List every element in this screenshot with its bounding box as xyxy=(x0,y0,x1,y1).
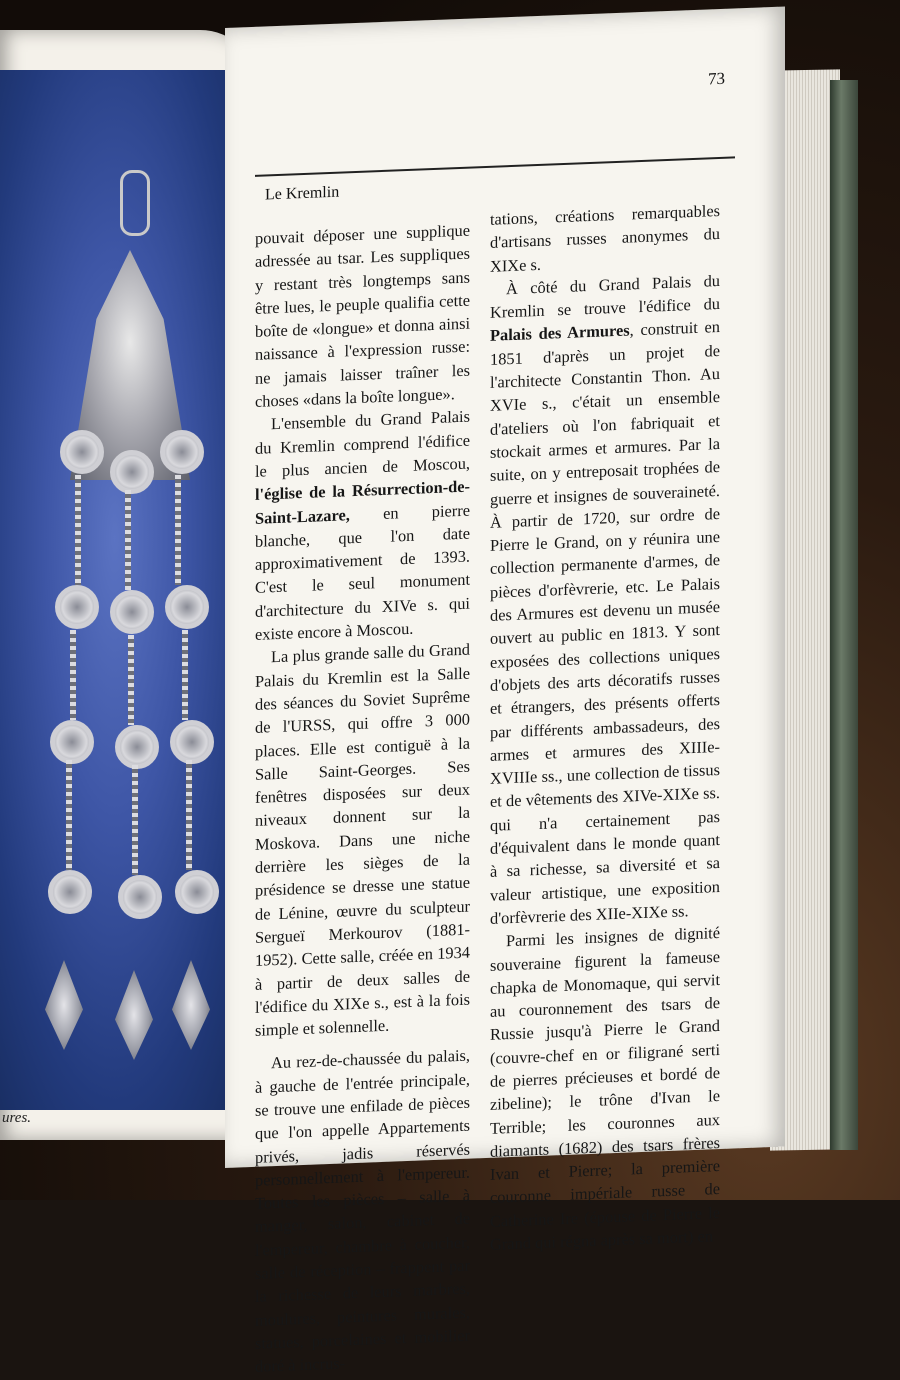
paragraph xyxy=(490,269,720,930)
pendant-chain xyxy=(186,760,192,870)
pendant-medallion xyxy=(165,585,209,629)
pendant-medallion xyxy=(175,870,219,914)
pendant-chain xyxy=(175,475,181,585)
page-number: 73 xyxy=(708,68,725,89)
paragraph-text: À côté du Grand Palais du Kremlin se trouve l'édifice du xyxy=(490,270,720,323)
text-column-right xyxy=(490,199,720,1256)
paragraph: tations, créations remarquables d'artisans russes anonymes du XIXe s. xyxy=(490,200,720,276)
header-rule xyxy=(255,156,735,176)
paragraph-text: , construit en 1851 d'après un projet de l'architecte Constantin Thon. Au XVIe s., c'était un ensemble d'ateliers où l'on fabriquait et stockait armes et armures. Par la suite, on y entreposait trophées de guerre et insignes de souveraineté. À partir de 1720, sur ordre de Pierre le Grand, on y réunira une collection permanente d'armes, de pièces d'orfèvrerie, etc. Le Palais des Armures est devenu un musée ouvert au public en 1813. Y sont exposées des collections uniques d'objets des arts décoratifs russes et étrangers, des présents offerts par différents ambassadeurs, des armes et armures des XIIIe-XVIIIe ss., une collection de tissus et de vêtements des XIVe-XIXe ss. qui n'a certainement pas d'équivalent dans le monde quant à sa richesse, sa diversité et sa valeur artistique, une exposition d'orfèvrerie des XIIe-XIXe ss. xyxy=(490,317,720,928)
pendant-chain xyxy=(128,635,134,725)
pendant-medallion xyxy=(118,875,162,919)
paragraph: pouvait déposer une supplique adressée au tsar. Les suppliques y restant très longtemps sans être lues, le peuple qualifia cette boîte de «longue» et donna ainsi naissance à l'expression russe: ne jamais laisser traîner les choses «dans la boîte longue». xyxy=(255,220,470,411)
pendant-medallion xyxy=(115,725,159,769)
pendant-medallion xyxy=(170,720,214,764)
running-head: Le Kremlin xyxy=(265,183,340,204)
pendant-medallion xyxy=(50,720,94,764)
pendant-drop xyxy=(172,960,210,1050)
right-page xyxy=(225,6,785,1377)
pendant-illustration xyxy=(40,130,220,1110)
pendant-chain xyxy=(70,630,76,720)
pendant-medallion xyxy=(110,450,154,494)
pendant-chain xyxy=(132,765,138,875)
pendant-drop xyxy=(115,970,153,1060)
book-cover xyxy=(830,80,858,1150)
pendant-medallion xyxy=(160,430,204,474)
pendant-chain xyxy=(75,475,81,585)
pendant-hook xyxy=(120,170,150,236)
pendant-chain xyxy=(125,490,131,590)
paragraph: Au rez-de-chaussée du palais, à gauche de l'entrée principale, se trouve une enfilade de pièces que l'on appelle Appartements privés, jadis réservés personnellement à l'empereur. Toutes les pièces – salle à manger, salon, cabinet de l'empereur, chambre à coucher, salle de réception – frappent par la richesse de leurs marbres, moulures, peintures murales, statues, porcelaines et mobilier doré à incrus- xyxy=(255,1045,470,1377)
pendant-medallion xyxy=(48,870,92,914)
text-column-left xyxy=(255,219,470,1379)
photo-caption: ures. xyxy=(2,1110,32,1126)
left-page xyxy=(0,30,260,1140)
paragraph: La plus grande salle du Grand Palais du Kremlin est la Salle des séances du Soviet Suprême de l'URSS, qui offre 3 000 places. Elle est contiguë à la Salle Saint-Georges. Ses fenêtres disposées sur deux niveaux donnent sur la Moskova. Dans une niche derrière les sièges de la présidence se dresse une statue de Lénine, œuvre du sculpteur Sergueï Merkourov (1881-1952). Cette salle, créée en 1934 à partir de deux salles de l'édifice du XIXe s., est à la fois simple et solennelle. xyxy=(255,639,470,1040)
paragraph-text: L'ensemble du Grand Palais du Kremlin comprend l'édifice le plus ancien de Moscou, xyxy=(255,406,470,481)
bold-term: l'église de la Résurrection-de-Saint-Lazare, xyxy=(255,476,470,528)
pendant-medallion xyxy=(55,585,99,629)
pendant-chain xyxy=(182,630,188,720)
paragraph-text: en pierre blanche, que l'on date approximativement de 1393. C'est le seul monument d'architecture du XIVe s. qui existe encore à Moscou. xyxy=(255,500,470,644)
pendant-medallion xyxy=(60,430,104,474)
jewelry-photo xyxy=(0,70,255,1110)
pendant-drop xyxy=(45,960,83,1050)
paragraph: Parmi les insignes de dignité souveraine figurent la fameuse chapka de Monomaque, qui servit au couronnement des tsars de Russie jusqu'à Pierre le Grand (couvre-chef en or filigrané serti de pierres précieuses et bordé de zibeline); le trône d'Ivan le Terrible; les couronnes aux diamants (1682) des tsars frères Ivan et Pierre; la première couronne impériale russe de Catherine Ire (épouse de Pierre le Grand qui régna après sa mort) en xyxy=(490,923,720,1254)
paragraph xyxy=(255,405,470,646)
bold-term: Palais des Armures xyxy=(490,320,630,346)
pendant-medallion xyxy=(110,590,154,634)
pendant-chain xyxy=(66,760,72,870)
